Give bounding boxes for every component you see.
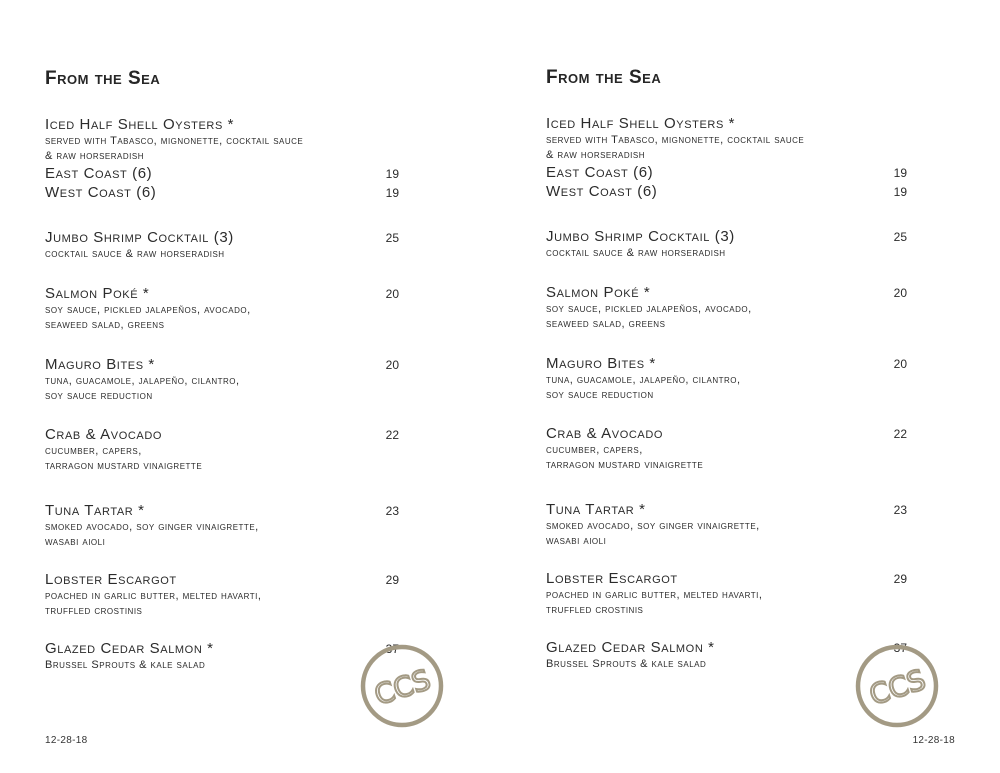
- item-desc: poached in garlic butter, melted havarti,: [546, 589, 763, 601]
- item-desc: truffled crostinis: [546, 604, 644, 616]
- item-price: 20: [385, 287, 399, 301]
- logo-text: CCS: [370, 662, 435, 712]
- item-desc: smoked avocado, soy ginger vinaigrette,: [546, 520, 760, 532]
- item-name: Lobster Escargot: [45, 571, 177, 588]
- subitem-row: [546, 182, 906, 201]
- item-price: 23: [385, 504, 399, 518]
- item-desc: served with Tabasco, mignonette, cocktail sauce: [546, 134, 805, 146]
- menu-item: [546, 569, 906, 618]
- item-name: Salmon Poké *: [546, 284, 651, 301]
- section-title: From the Sea: [546, 67, 662, 88]
- menu-item-oysters: [546, 114, 906, 201]
- item-desc: tuna, guacamole, jalapeño, cilantro,: [45, 375, 240, 387]
- item-name: Jumbo Shrimp Cocktail (3): [546, 228, 735, 245]
- item-desc: seaweed salad, greens: [45, 319, 165, 331]
- menu-item: [546, 500, 906, 549]
- menu-date: 12-28-18: [912, 735, 955, 746]
- menu-content: [546, 65, 906, 672]
- menu-item: [45, 284, 405, 333]
- subitem-price: 19: [385, 186, 399, 200]
- item-name: Iced Half Shell Oysters *: [546, 115, 736, 132]
- menu-item: [546, 227, 906, 261]
- item-price: 25: [893, 230, 907, 244]
- item-price: 37: [385, 642, 399, 656]
- item-desc: poached in garlic butter, melted havarti,: [45, 590, 262, 602]
- item-desc: cocktail sauce & raw horseradish: [45, 248, 225, 260]
- menu-date: 12-28-18: [45, 735, 88, 746]
- section-title: From the Sea: [45, 68, 161, 89]
- subitem-price: 19: [893, 166, 907, 180]
- menu-item-oysters: [45, 115, 405, 202]
- menu-item: [45, 425, 405, 474]
- item-desc: seaweed salad, greens: [546, 318, 666, 330]
- subitem-row: [546, 163, 906, 182]
- item-desc: & raw horseradish: [45, 150, 144, 162]
- item-desc: Brussel Sprouts & kale salad: [45, 659, 206, 671]
- subitem-price: 19: [893, 185, 907, 199]
- subitem-price: 19: [385, 167, 399, 181]
- item-price: 22: [893, 427, 907, 441]
- item-price: 25: [385, 231, 399, 245]
- menu-item: [45, 228, 405, 262]
- item-name: Maguro Bites *: [546, 355, 656, 372]
- item-desc: soy sauce reduction: [45, 390, 153, 402]
- item-desc: soy sauce reduction: [546, 389, 654, 401]
- menu-item: [546, 424, 906, 473]
- item-desc: & raw horseradish: [546, 149, 645, 161]
- ccs-logo-icon: [358, 642, 446, 730]
- item-desc: Brussel Sprouts & kale salad: [546, 658, 707, 670]
- item-name: Maguro Bites *: [45, 356, 155, 373]
- item-name: Crab & Avocado: [546, 425, 664, 442]
- item-desc: tarragon mustard vinaigrette: [45, 460, 203, 472]
- menu-content: [45, 66, 405, 673]
- item-price: 29: [385, 573, 399, 587]
- item-price: 22: [385, 428, 399, 442]
- item-desc: wasabi aioli: [546, 535, 607, 547]
- item-price: 20: [385, 358, 399, 372]
- item-desc: served with Tabasco, mignonette, cocktail sauce: [45, 135, 304, 147]
- subitem-row: [45, 164, 405, 183]
- item-name: Glazed Cedar Salmon *: [45, 640, 214, 657]
- item-desc: smoked avocado, soy ginger vinaigrette,: [45, 521, 259, 533]
- item-desc: truffled crostinis: [45, 605, 143, 617]
- menu-item: [546, 283, 906, 332]
- item-price: 23: [893, 503, 907, 517]
- menu-item: [45, 570, 405, 619]
- item-name: Tuna Tartar *: [45, 502, 145, 519]
- subitem-name: West Coast (6): [546, 183, 658, 200]
- item-desc: soy sauce, pickled jalapeños, avocado,: [546, 303, 752, 315]
- item-name: Lobster Escargot: [546, 570, 678, 587]
- item-desc: wasabi aioli: [45, 536, 106, 548]
- item-price: 29: [893, 572, 907, 586]
- menu-item: [45, 501, 405, 550]
- item-desc: tuna, guacamole, jalapeño, cilantro,: [546, 374, 741, 386]
- item-price: 20: [893, 357, 907, 371]
- logo-text: CCS: [865, 662, 930, 712]
- subitem-name: West Coast (6): [45, 184, 157, 201]
- item-price: 37: [893, 641, 907, 655]
- item-desc: cucumber, capers,: [546, 444, 643, 456]
- item-name: Jumbo Shrimp Cocktail (3): [45, 229, 234, 246]
- item-desc: soy sauce, pickled jalapeños, avocado,: [45, 304, 251, 316]
- subitem-row: [45, 183, 405, 202]
- item-price: 20: [893, 286, 907, 300]
- ccs-logo-icon: [853, 642, 941, 730]
- item-name: Tuna Tartar *: [546, 501, 646, 518]
- item-desc: cucumber, capers,: [45, 445, 142, 457]
- menu-page-right: [500, 0, 1000, 773]
- item-name: Iced Half Shell Oysters *: [45, 116, 235, 133]
- menu-item: [45, 639, 405, 673]
- item-name: Salmon Poké *: [45, 285, 150, 302]
- menu-item: [546, 354, 906, 403]
- menu-item: [546, 638, 906, 672]
- item-desc: cocktail sauce & raw horseradish: [546, 247, 726, 259]
- item-name: Glazed Cedar Salmon *: [546, 639, 715, 656]
- subitem-name: East Coast (6): [45, 165, 153, 182]
- item-desc: tarragon mustard vinaigrette: [546, 459, 704, 471]
- menu-item: [45, 355, 405, 404]
- item-name: Crab & Avocado: [45, 426, 163, 443]
- subitem-name: East Coast (6): [546, 164, 654, 181]
